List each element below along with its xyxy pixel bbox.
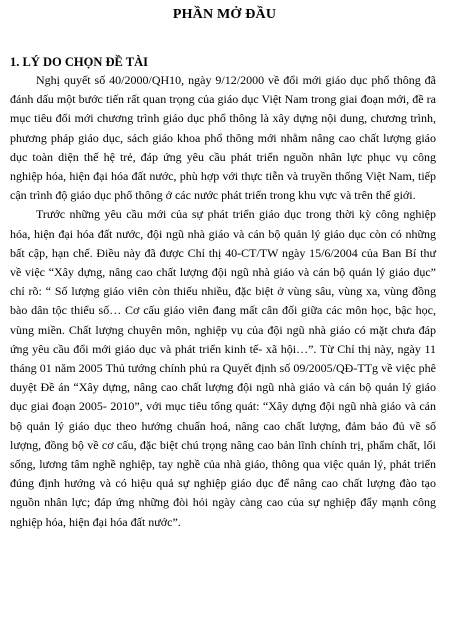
paragraph: Nghị quyết số 40/2000/QH10, ngày 9/12/2000 về đổi mới giáo dục phổ thông đã đánh dấu một bước tiến rất quan trọng của giáo dục Việt Nam trong giai đoạn mới, đề ra mục tiêu đổi mới chương trình giáo dục phổ thông là xây dựng nội dung, chương trình, phương pháp giáo dục, sách giáo khoa phổ thông mới nhằm nâng cao chất lượng giáo dục toàn diện thế hệ trẻ, đáp ứng yêu cầu phát triển nguồn nhân lực phục vụ công nghiệp hóa, hiện đại hóa đất nước, phù hợp với thực tiễn và truyền thống Việt Nam, tiếp cận trình độ giáo dục phổ thông ở các nước phát triển trong khu vực và trên thế giới. — [10, 73, 436, 203]
page-title: PHẦN MỞ ĐẦU — [172, 7, 277, 22]
document-body — [10, 71, 436, 532]
section-heading: 1. LÝ DO CHỌN ĐỀ TÀI — [10, 55, 148, 69]
paragraph: Trước những yêu cầu mới của sự phát triển giáo dục trong thời kỳ công nghiệp hóa, hiện đại hóa đất nước, đội ngũ nhà giáo và cán bộ quản lý giáo dục còn có những bất cập, hạn chế. Điều này đã được Chỉ thị 40-CT/TW ngày 15/6/2004 của Ban Bí thư về việc “Xây dựng, nâng cao chất lượng đội ngũ nhà giáo và cán bộ quản lý giáo dục” chỉ rõ: “ Số lượng giáo viên còn thiếu nhiều, đặc biệt ở vùng sâu, vùng xa, vùng đồng bào dân tộc thiểu số… Cơ cấu giáo viên đang mất cân đối giữa các môn học, bậc học, vùng miền. Chất lượng chuyên môn, nghiệp vụ của đội ngũ nhà giáo có mặt chưa đáp ứng yêu cầu đổi mới giáo dục và phát triển kinh tế- xã hội…”. Từ Chỉ thị này, ngày 11 tháng 01 năm 2005 Thủ tướng chính phủ ra Quyết định số 09/2005/QĐ-TTg về việc phê duyệt Đề án “Xây dựng, nâng cao chất lượng đội ngũ nhà giáo và cán bộ quản lý giáo dục giai đoạn 2005- 2010”, với mục tiêu tổng quát: “Xây dựng đội ngũ nhà giáo và cán bộ quản lý giáo dục theo hướng chuẩn hoá, nâng cao chất lượng, đảm bảo đủ về số lượng, đồng bộ về cơ cấu, đặc biệt chú trọng nâng cao bản lĩnh chính trị, phẩm chất, lối sống, lương tâm nghề nghiệp, tay nghề của nhà giáo, thông qua việc quản lý, phát triển đúng định hướng và có hiệu quả sự nghiệp giáo dục để nâng cao chất lượng đào tạo nguồn nhân lực; đáp ứng những đòi hỏi ngày càng cao của sự nghiệp đẩy mạnh công nghiệp hóa, hiện đại hóa đất nước”. — [10, 207, 436, 529]
